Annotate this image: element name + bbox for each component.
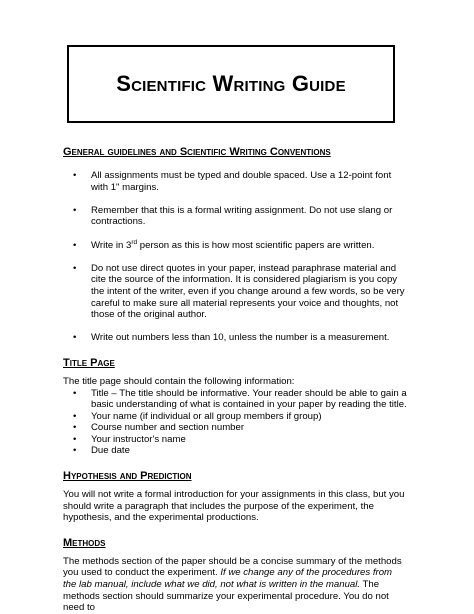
section-hypothesis (63, 470, 408, 524)
section-title-page (63, 357, 408, 457)
list-item (63, 240, 408, 252)
section-heading-hypothesis: Hypothesis and Prediction (63, 470, 192, 483)
document-title: Scientific Writing Guide (116, 71, 346, 96)
section-heading-general: General guidelines and Scientific Writing Conventions (63, 146, 331, 158)
list-item-text: Write in 3 (91, 239, 132, 251)
title-box (67, 45, 395, 123)
list-item: • Do not use direct quotes in your paper, instead paraphrase material and cite the source of the information. It is considered plagiarism is you copy the intent of the writer, even if you change around a few words, so be very careful to make sure all material represents your voice and thoughts, not those of the original author. (63, 263, 408, 321)
list-item: • Write out numbers less than 10, unless the number is a measurement. (63, 332, 408, 344)
list-item: • Course number and section number (63, 422, 408, 434)
list-item: • Your name (if individual or all group members if group) (63, 411, 408, 423)
methods-paragraph (63, 556, 408, 614)
title-page-intro: The title page should contain the following information: (63, 375, 295, 387)
document-body (63, 146, 408, 614)
methods-italic-text: If we change any of the procedures from the lab manual, include what we did, not what is written in the manual. (63, 567, 393, 591)
section-heading-methods: Methods (63, 536, 106, 549)
list-item-text: person as this is how most scientific papers are written. (137, 239, 375, 251)
list-item: • Due date (63, 445, 408, 457)
list-item: • All assignments must be typed and double spaced. Use a 12-point font with 1" margins. (63, 170, 408, 193)
methods-text: The methods section of the paper should be a concise summary of the methods you used to conduct the experiment. (63, 555, 402, 579)
hypothesis-paragraph: You will not write a formal introduction for your assignments in this class, but you should write a paragraph that includes the purpose of the experiment, the hypothesis, and the experimental productions. (63, 489, 405, 524)
general-guidelines-list (63, 170, 408, 344)
section-general (63, 146, 408, 344)
list-item: • Remember that this is a formal writing assignment. Do not use slang or contractions. (63, 205, 408, 228)
methods-text: The methods section should summarize your experimental procedure. You do not need to (63, 579, 389, 614)
title-page-list (63, 388, 408, 458)
section-methods (63, 537, 408, 614)
list-item: • Your instructor's name (63, 434, 408, 446)
list-item: • Title – The title should be informative. Your reader should be able to gain a basic understanding of what is contained in your paper by reading the title. (63, 388, 408, 411)
section-heading-title-page: Title Page (63, 356, 115, 369)
ordinal-superscript: rd (131, 238, 138, 246)
